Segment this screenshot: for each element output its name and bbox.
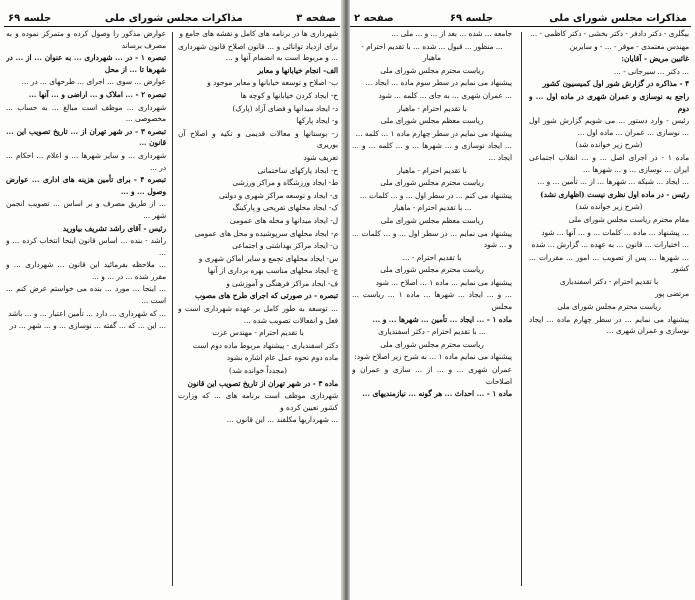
article-paragraph: شهرداری ها در برنامه های کامل و نقشه های جامع و — [179, 29, 338, 38]
article-paragraph: با تقدیم احترام - ... — [402, 252, 462, 262]
column-divider — [172, 32, 173, 586]
article-paragraph: ب- اصلاح و توسعه خیابانها و معابر موجود و — [207, 78, 338, 88]
article-paragraph: ... شهرداریها مکلفند ... این قانون ... — [226, 415, 338, 425]
article-paragraph: عمران شهری ... و ... از ... سازی و عمران و اصلاحات — [352, 365, 512, 386]
article-paragraph: ... ایجاد ... شبکه ... شهرها ... از ... تأمین ... و ... — [537, 177, 689, 187]
right-page-session: جلسه ۶۹ — [449, 13, 494, 24]
left-page-left-column — [6, 28, 166, 596]
article-paragraph: ... اینجا ... مورد ... بنده می خواستم عرض کنم ... است ... — [6, 284, 166, 306]
left-page-header — [4, 4, 340, 27]
article-paragraph: دکتر اسفندیاری - پیشنهاد مربوط ماده دوم است — [192, 340, 338, 350]
article-paragraph: ... و ... ایجاد ... شهرها ... ماده ۱ ... ریاست ... مجلس — [352, 290, 512, 312]
article-paragraph: ... با تقدیم احترام - دکتر اسفندیاری — [378, 327, 486, 337]
article-paragraph: و- ایجاد پارکها — [296, 116, 338, 126]
article-paragraph: پیشنهاد می نمایم ... ماده ۱ ... اصلاح ... شود — [375, 277, 512, 287]
article-paragraph: با تقدیم احترام - مهندس عزت — [212, 328, 304, 338]
article-paragraph: عوارض ... سوی ... اجرای ... طرحهای ... در ... — [21, 77, 166, 87]
article-paragraph: رئیس - آقای راشد تشریف بیاورید — [62, 223, 166, 233]
article-paragraph: جامعه ... شده ... بعد از ... و ... ملی ... — [391, 29, 512, 38]
article-paragraph: پیشنهاد می نمایم ... در سطر اول ... و ... کلمات ... و ... شود — [352, 228, 512, 250]
article-paragraph: بیگلری - دکتر دادفر - دکتر بخشی - دکتر کاظمی - ... — [530, 29, 689, 38]
article-paragraph: ... توسعه به طور کامل بر عهده شهرداری است و فعل و انفعالات تصویب شده ... — [178, 304, 338, 325]
left-page — [4, 4, 340, 596]
article-paragraph: (شرح زیر خوانده شد) — [575, 202, 643, 212]
article-paragraph: راجع به نوسازی و عمران شهری در ماده اول ... و دوم — [529, 91, 689, 113]
article-paragraph: غائبین مریض - آقایان: — [621, 54, 689, 64]
article-paragraph: ح- ایجاد کردن خیابانها و کوچه ها — [240, 90, 338, 100]
article-paragraph: عوارض مذکور را وصول کرده و متمرکز نموده و به مصرف برساند — [6, 29, 166, 50]
article-paragraph: ... عمران شهری ... به جای ... کلمه ... شود — [378, 90, 512, 100]
article-paragraph: شهرداری موظف است برنامه های ... که وزارت کشور تعیین کرده و — [178, 391, 338, 412]
article-paragraph: ز- بوستانها و معالات قدیمی و تکیه و اصلاح آن بوریری — [178, 128, 338, 150]
left-page-right-column — [178, 28, 338, 596]
right-page-columns — [352, 28, 689, 596]
article-paragraph: شهرداری ... موظف است مبالغ ... به حساب ... مخصوصی ... — [6, 102, 166, 124]
right-page-number: صفحه ۲ — [354, 13, 394, 24]
article-paragraph: مرتضی پور — [654, 289, 689, 299]
article-paragraph: راشد - بنده ... اساس قانون اینجا انتخاب کرده ... و ... — [6, 236, 166, 257]
article-paragraph: تبصره ۲ - ... املاک و ... اراضی و ... آنها ... — [28, 89, 166, 99]
article-paragraph: پیشنهاد می نمایم در سطر چهارم ماده ۱ ... کلمه ... — [355, 128, 512, 138]
article-paragraph: ... ایجاد نوسازی و ... شهرها ... و ... کلمه ... و ... ایجاد ... — [352, 141, 512, 162]
article-paragraph: م- ایجاد محلهای سرپوشیده و محل های عمومی — [194, 228, 338, 238]
article-paragraph: ماده ۱ - ... احداث ... هر گونه ... نیازمندیهای ... — [362, 389, 512, 399]
article-paragraph: الف- انجام خیابانها و معابر — [257, 65, 338, 75]
article-paragraph: با تقدیم احترام - ماهیار — [397, 103, 467, 113]
article-paragraph: ... که شهرداری ... دارد ... تأمین اعتبار ... و ... باشد — [8, 308, 166, 318]
right-page — [350, 4, 691, 596]
article-paragraph: تبصره - در صورتی که اجرای طرح های مصوب — [194, 291, 338, 301]
left-page-session: جلسه ۶۹ — [8, 13, 52, 24]
article-paragraph: رئیس - وارد دستور ... می شویم گزارش شور اول ... نوسازی ... عمران ... ماده اول ... — [529, 116, 689, 137]
article-paragraph: ریاست محترم مجلس شورای ملی — [380, 178, 484, 188]
article-paragraph: تبصره ۱ - در ... شهرداری ... به عنوان ... از ... در شهرها تا ... از محل — [6, 53, 166, 74]
article-paragraph: ع- ایجاد محلهای مناسب بهره برداری از آنها — [207, 266, 338, 276]
article-paragraph: ... شهرها ... پس از تصویب ... امور ... مقررات ... کشور — [529, 252, 689, 274]
article-paragraph: ... اختیارات ... قانون ... به عهده ... گزارش ... شده — [531, 240, 689, 250]
article-paragraph: پیشنهاد می نمایم ... در سطر چهارم ماده ... ایجاد نوسازی و عمران شهری ... — [529, 314, 689, 336]
article-paragraph: ریاست محترم مجلس شورای ملی — [557, 302, 661, 312]
article-paragraph: ۴ - مذاکره در گزارش شور اول کمیسیون کشور — [542, 79, 689, 89]
article-paragraph: شهرداری ... و سایر شهرها ... و اعلام ... احکام ... در ... — [6, 150, 166, 172]
article-paragraph: ی- ایجاد و توسعه مراکز شهری و دولتی — [218, 190, 338, 200]
article-paragraph: ... با تقدیم احترام - ماهیار — [392, 203, 472, 213]
article-paragraph: ح- ایجاد پارکهای ساختمانی — [257, 165, 338, 175]
left-page-title: مذاکرات مجلس شورای ملی — [104, 13, 243, 24]
article-paragraph: ن- ایجاد مراکز بهداشتی و اجتماعی — [232, 241, 338, 251]
article-paragraph: ریاست محترم مجلس شورای ملی — [380, 339, 484, 349]
article-paragraph: تبصره ۳ - در شهر تهران از ... تاریخ تصویب این ... قانون ... — [6, 126, 166, 148]
article-paragraph: رئیس - در ماده اول نظری نیست (اظهاری نشد) — [540, 189, 689, 199]
article-paragraph: ... منظور ... قبول ... شده ... با تقدیم احترام - ماهیار — [361, 41, 503, 63]
article-paragraph: ماده ۱ - ... ایجاد ... تأمین ... شهرها ... و ... — [372, 314, 512, 324]
article-paragraph: ... این ... که ... گفته ... نوسازی ... و ... شهر ... در — [9, 321, 166, 331]
article-paragraph: ماده ۱ - در اجرای اصل ... و ... انقلاب اجتماعی ایران ... نوسازی ... و ... شهرها ... — [529, 152, 689, 174]
left-page-columns — [6, 28, 338, 596]
article-paragraph: ف- ایجاد مراکز فرهنگی و آموزشی و — [226, 278, 338, 288]
right-page-title: مذاکرات مجلس شورای ملی — [549, 13, 687, 24]
article-paragraph: ... ملاحظه بفرمائید این قانون ... شهرداری ... و مقرر شده ... در ... و ... — [6, 260, 166, 281]
article-paragraph: ماده دوم نحوه عمل عام اشاره بشود — [226, 353, 338, 363]
article-paragraph: ... پیشنهاد ... ماده ... کلمات ... و ... آنها ... شود — [541, 227, 689, 237]
right-page-left-column — [352, 28, 512, 596]
article-paragraph: ک- ایجاد محلهای تفریحی و پارکینگ — [232, 203, 338, 213]
article-paragraph: پیشنهاد می نمایم در سطر سوم ماده ... ایجاد ... — [365, 78, 512, 88]
article-paragraph: (شرح زیر خوانده شد) — [575, 140, 643, 150]
article-paragraph: ریاست محترم مجلس شورای ملی — [380, 265, 484, 275]
article-paragraph: با تقدیم احترام - ماهیار — [397, 165, 467, 175]
article-paragraph: با تقدیم احترام - دکتر اسفندیاری — [559, 276, 659, 286]
article-paragraph: برای ازدیاد توانائی و ... قانون اصلاح قانون شهرداری ... و مربوط است به انضمام آنها و ... — [178, 41, 338, 63]
article-paragraph: پیشنهاد می نمایم ماده ۱ ... به شرح زیر اصلاح شود: — [354, 352, 512, 362]
article-paragraph: ماده ۳ - در شهر تهران از تاریخ تصویب این قانون — [187, 378, 338, 388]
left-page-number: صفحه ۳ — [296, 13, 336, 24]
book-gutter — [341, 0, 350, 600]
article-paragraph: ... از طریق مصرف و بر اساس ... تصویب انجمن شهر ... — [6, 199, 166, 220]
article-paragraph: د- ایجاد میدانها و فضای آزاد (پارک) — [232, 103, 338, 113]
article-paragraph: س- ایجاد محلهای تجمع و سایر اماکن شهری و — [198, 253, 338, 263]
article-paragraph: تبصره ۴ - برای تأمین هزینه های اداری ... عوارض وصول ... و ... — [6, 175, 166, 196]
article-paragraph: مهندس معتمدی - موقر - ... - و سایرین — [569, 41, 689, 51]
article-paragraph: پیشنهاد می کنم ... در سطر اول ... و ... کلمات ... — [359, 190, 512, 200]
article-paragraph: ل- ایجاد میدانها و محله های عمومی — [229, 215, 338, 225]
article-paragraph: مقام محترم ریاست مجلس شورای ملی — [568, 214, 689, 224]
article-paragraph: ریاست معظم مجلس شورای ملی — [380, 215, 484, 225]
column-divider — [521, 32, 522, 586]
article-paragraph: ط- ایجاد ورزشگاه و مراکز ورزشی — [232, 178, 338, 188]
article-paragraph: تعریف شود — [303, 152, 338, 162]
article-paragraph: (مجدداً خوانده شد) — [229, 366, 287, 376]
right-page-header — [350, 4, 691, 27]
article-paragraph: ریاست محترم مجلس شورای ملی — [380, 65, 484, 75]
article-paragraph: ریاست معظم مجلس شورای ملی — [380, 116, 484, 126]
article-paragraph: ... دکتر ... سیرجانی - ... — [613, 66, 689, 76]
right-page-right-column — [529, 28, 689, 596]
